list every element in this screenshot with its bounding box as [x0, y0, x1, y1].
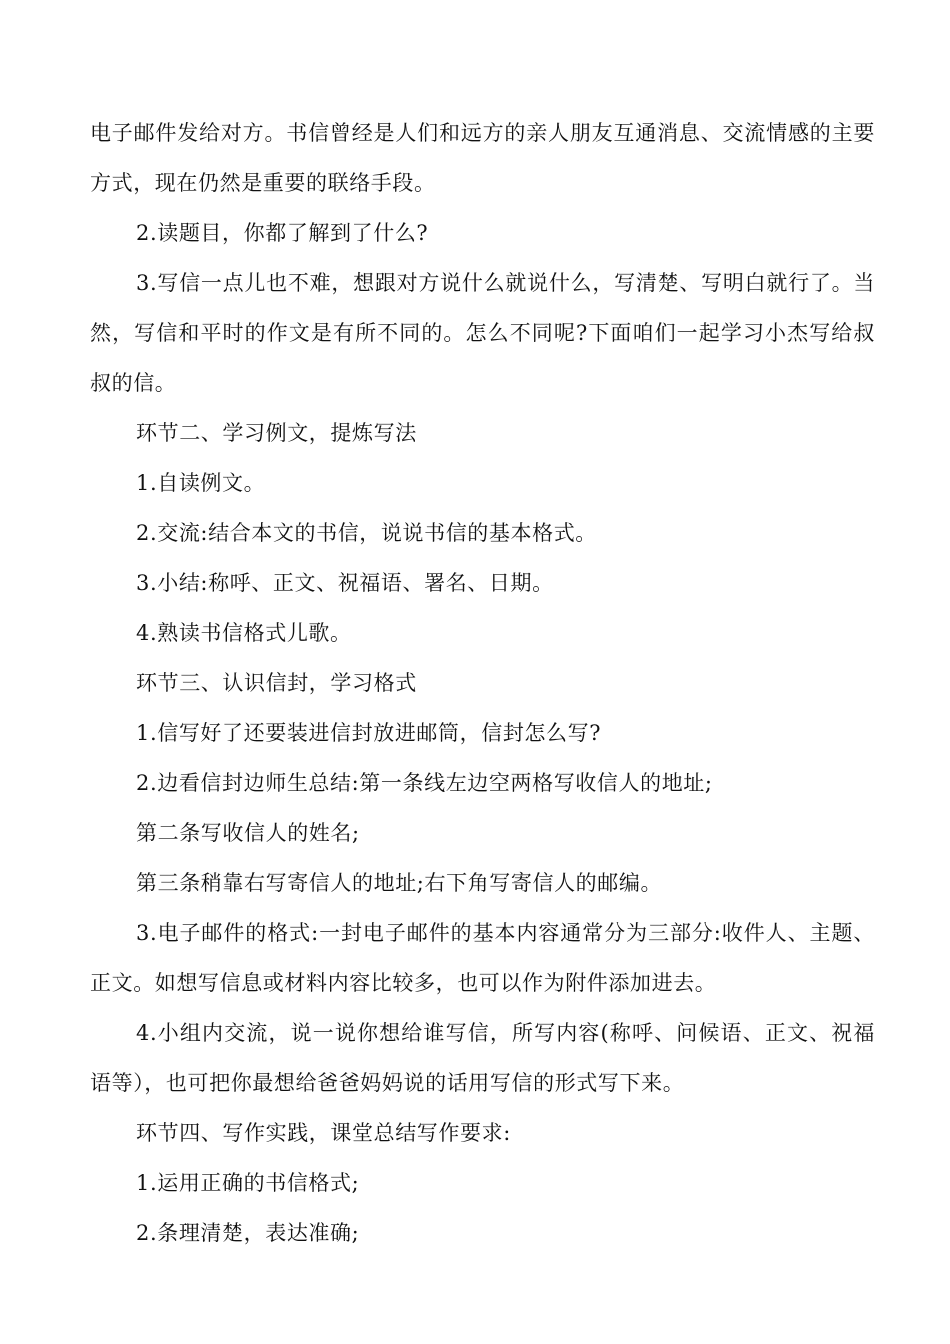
- list-item: 3.小结:称呼、正文、祝福语、署名、日期。: [136, 571, 554, 595]
- document-body: [90, 108, 875, 1258]
- list-item: 2.边看信封边师生总结:第一条线左边空两格写收信人的地址;: [136, 771, 713, 795]
- list-item: 4.熟读书信格式儿歌。: [136, 621, 352, 645]
- paragraph: 2.读题目，你都了解到了什么?: [136, 221, 429, 245]
- section-heading: 环节三、认识信封，学习格式: [136, 671, 417, 695]
- list-item: 2.条理清楚，表达准确;: [136, 1221, 360, 1245]
- section-heading: 环节二、学习例文，提炼写法: [136, 421, 417, 445]
- list-item: 1.信写好了还要装进信封放进邮筒，信封怎么写?: [136, 721, 602, 745]
- paragraph: 3.写信一点儿也不难，想跟对方说什么就说什么，写清楚、写明白就行了。当然，写信和平时的作文是有所不同的。怎么不同呢?下面咱们一起学习小杰写给叔叔的信。: [90, 271, 875, 395]
- paragraph: 第三条稍靠右写寄信人的地址;右下角写寄信人的邮编。: [136, 871, 663, 895]
- list-item: 3.电子邮件的格式:一封电子邮件的基本内容通常分为三部分:收件人、主题、正文。如想写信息或材料内容比较多，也可以作为附件添加进去。: [90, 921, 875, 995]
- list-item: 4.小组内交流，说一说你想给谁写信，所写内容(称呼、问候语、正文、祝福语等），也可把你最想给爸爸妈妈说的话用写信的形式写下来。: [90, 1021, 875, 1095]
- paragraph: 电子邮件发给对方。书信曾经是人们和远方的亲人朋友互通消息、交流情感的主要方式，现在仍然是重要的联络手段。: [90, 121, 875, 195]
- list-item: 1.运用正确的书信格式;: [136, 1171, 360, 1195]
- paragraph: 第二条写收信人的姓名;: [136, 821, 360, 845]
- section-heading: 环节四、写作实践，课堂总结写作要求:: [136, 1121, 511, 1145]
- list-item: 2.交流:结合本文的书信，说说书信的基本格式。: [136, 521, 597, 545]
- list-item: 1.自读例文。: [136, 471, 266, 495]
